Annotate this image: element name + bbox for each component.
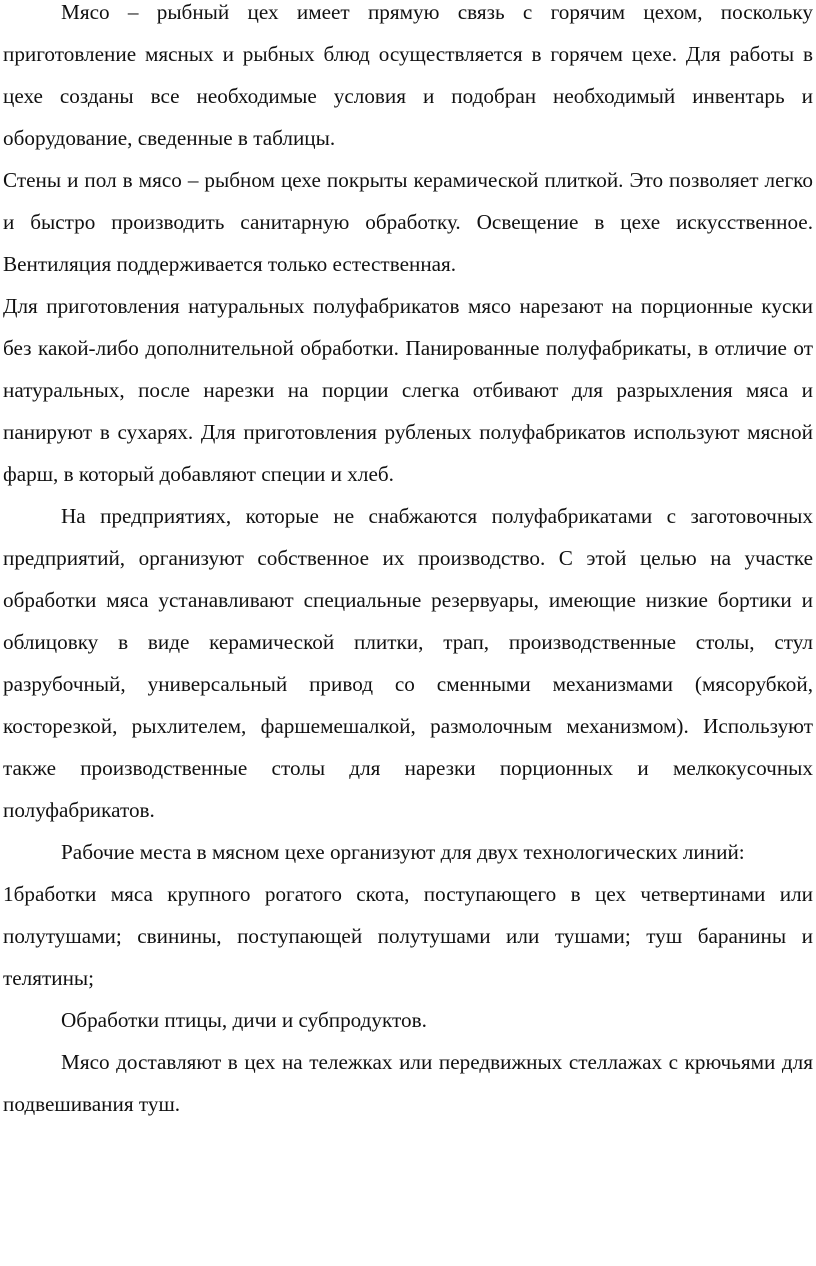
paragraph-line-one: 1бработки мяса крупного рогатого скота, поступающего в цех четвертинами или полутушами; свинины, поступающей полутушами или тушами; туш баранины и телятины; xyxy=(3,882,813,990)
paragraph-line-two: Обработки птицы, дичи и субпродуктов. xyxy=(61,1008,427,1032)
paragraph-delivery: Мясо доставляют в цех на тележках или передвижных стеллажах с крючьями для подвешивания туш. xyxy=(3,1050,813,1116)
paragraph-own-production: На предприятиях, которые не снабжаются полуфабрикатами с заготовочных предприятий, организуют собственное их производство. С этой целью на участке обработки мяса устанавливают специальные резервуары, имеющие низкие бортики и облицовку в виде керамической плитки, трап, производственные столы, стул разрубочный, универсальный привод со сменными механизмами (мясорубкой, косторезкой, рыхлителем, фаршемешалкой, размолочным механизмом). Используют также производственные столы для нарезки порционных и мелкокусочных полуфабрикатов. xyxy=(3,504,813,822)
paragraph-meat-fish-shop-connection: Мясо – рыбный цех имеет прямую связь с горячим цехом, поскольку приготовление мясных и рыбных блюд осуществляется в горячем цехе. Для работы в цехе созданы все необходимые условия и подобран необходимый инвентарь и оборудование, сведенные в таблицы. xyxy=(3,0,813,150)
paragraph-work-places: Рабочие места в мясном цехе организуют для двух технологических линий: xyxy=(61,840,745,864)
paragraph-walls-floor-lighting: Стены и пол в мясо – рыбном цехе покрыты керамической плиткой. Это позволяет легко и быстро производить санитарную обработку. Освещение в цехе искусственное. Вентиляция поддерживается только естественная. xyxy=(3,168,813,276)
paragraph-semi-finished-products: Для приготовления натуральных полуфабрикатов мясо нарезают на порционные куски без какой-либо дополнительной обработки. Панированные полуфабрикаты, в отличие от натуральных, после нарезки на порции слегка отбивают для разрыхления мяса и панируют в сухарях. Для приготовления рубленых полуфабрикатов используют мясной фарш, в который добавляют специи и хлеб. xyxy=(3,294,813,486)
